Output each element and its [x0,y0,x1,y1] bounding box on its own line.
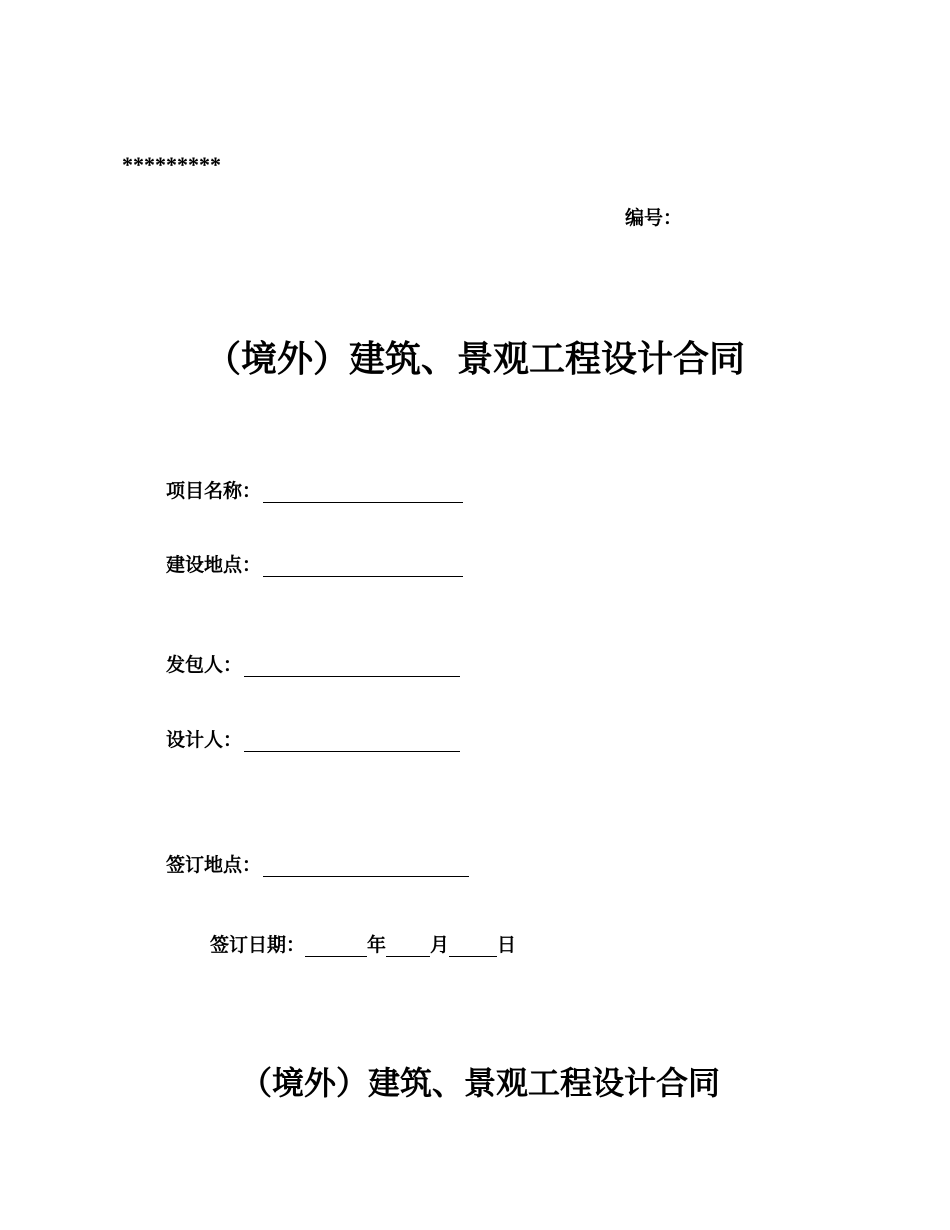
document-code-mask: ********* [122,152,221,177]
document-title-repeat: （境外）建筑、景观工程设计合同 [239,1064,720,1102]
signing-place-label: 签订地点： [166,854,262,876]
signing-day-blank[interactable] [449,936,497,957]
signing-month-blank[interactable] [386,936,430,957]
construction-site-blank[interactable] [263,556,463,577]
signing-place-blank[interactable] [263,856,469,877]
designer-blank[interactable] [244,731,460,752]
construction-site-field [166,550,463,577]
employer-label: 发包人： [166,654,243,676]
signing-date-label: 签订日期： [210,934,306,956]
construction-site-label: 建设地点： [166,554,262,576]
contract-number-label: 编号： [625,207,683,229]
employer-blank[interactable] [244,656,460,677]
day-unit: 日 [497,934,517,956]
designer-field [166,725,460,752]
signing-date-row [210,930,516,957]
signing-year-blank[interactable] [305,936,367,957]
project-name-label: 项目名称： [166,480,262,502]
project-name-field [166,476,463,503]
designer-label: 设计人： [166,729,243,751]
employer-field [166,650,460,677]
project-name-blank[interactable] [263,482,463,503]
month-unit: 月 [430,934,450,956]
signing-place-field [166,850,469,877]
document-title: （境外）建筑、景观工程设计合同 [204,338,745,380]
year-unit: 年 [367,934,387,956]
